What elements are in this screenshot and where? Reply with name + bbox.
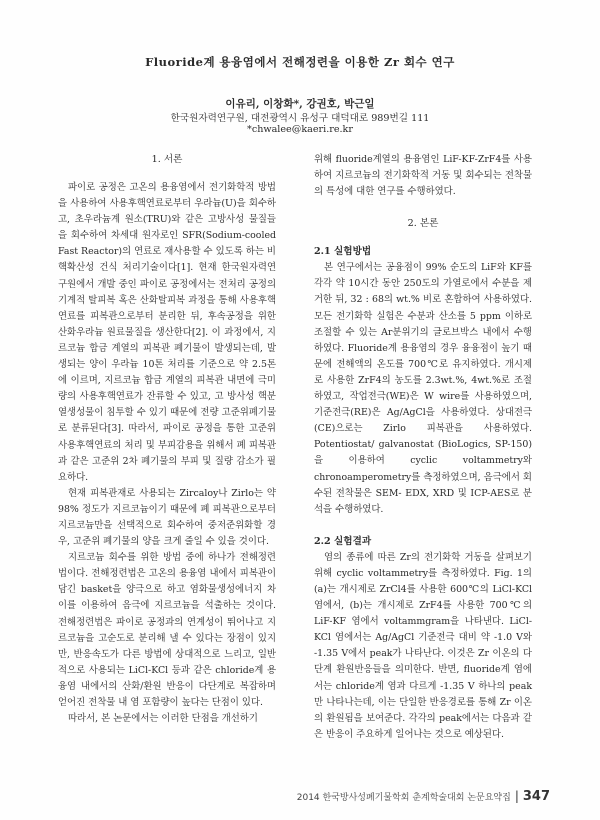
paragraph: 따라서, 본 논문에서는 이러한 단점을 개선하기 bbox=[68, 713, 258, 725]
journal-name: 2014 한국방사성폐기물학회 춘계학술대회 논문요약집 bbox=[296, 793, 511, 803]
paragraph: 본 연구에서는 공융점이 99% 순도의 LiF와 KF를 각각 약 10시간 동안 250도의 가열로에서 수분을 제거한 뒤, 32 : 68의 wt.% 비로 혼합하여 사용하였다. 모든 전기화학 실험은 수분과 산소를 5 ppm 이하로 조절할 수 있는 Ar분위기의 글로브박스 내에서 수행하였다. Fluoride계 용융염의 경우 융융점이 높기 때문에 전해액의 온도를 700℃로 유지하였다. 개시제로 사용한 ZrF4의 농도를 2.3wt.%, 4wt.%로 조절하였고, 작업전극(WE)은 W wire를 사용하였으며, 기준전극(RE)은 Ag/AgCl을 사용하였다. 상대전극(CE)으로는 Zirlo 피복관을 사용하였다. Potentiostat/ galvanostat (BioLogics, SP-150)을 이용하여 cyclic voltammetry와 chronoamperometry를 측정하였으며, 음극에서 회수된 전착물은 SEM- EDX, XRD 및 ICP-AES로 분석을 수행하였다. bbox=[314, 262, 532, 515]
section-heading-introduction: 1. 서론 bbox=[151, 154, 183, 165]
paragraph: 염의 종류에 따른 Zr의 전기화학 거동을 살펴보기 위해 cyclic voltammetry를 측정하였다. Fig. 1의 (a)는 개시제로 ZrCl4를 사용한 600℃의 LiCl-KCl 염에서, (b)는 개시제로 ZrF4를 사용한 700℃의 LiF-KF 염에서 voltammgram을 나타낸다. LiCl-KCl 염에서는 Ag/AgCl 기준전극 대비 약 -1.0 V와 -1.35 V에서 peak가 나타난다. 이것은 Zr 이온의 다단계 환원반응들을 의미한다. 반면, fluoride계 염에서는 chloride계 염과 다르게 -1.35 V 하나의 peak만 나타나는데, 이는 단일한 반응경로를 통해 Zr 이온의 환원됨을 보여준다. 각각의 peak에서는 다음과 같은 반응이 주요하게 일어나는 것으로 예상된다. bbox=[314, 551, 532, 740]
author-list: 이유리, 이창화*, 강권호, 박근일 bbox=[225, 98, 375, 110]
subsection-heading-methods: 2.1 실험방법 bbox=[314, 246, 372, 258]
paragraph: 지르코늄 회수를 위한 방법 중에 하나가 전해정련법이다. 전해정련법은 고온의 용융염 내에서 피복관이 담긴 basket을 양극으로 하고 염화물생성에너지 차이를 이용하여 음극에 지르코늄을 석출하는 것이다. 전해정련법은 파이로 공정과의 연계성이 뛰어나고 지르코늄을 고순도로 분리해 낼 수 있다는 장점이 있지만, 반응속도가 다른 방법에 상대적으로 느리고, 일반적으로 사용되는 LiCl-KCl 등과 같은 chloride계 용융염 내에서의 산화/환원 반응이 다단계로 복잡하며 얻어진 전착물 내 염 포함량이 높다는 단점이 있다. bbox=[58, 552, 276, 708]
left-column bbox=[58, 152, 276, 727]
paper-title: Fluoride계 용융염에서 전해정련을 이용한 Zr 회수 연구 bbox=[145, 55, 455, 69]
page-footer bbox=[297, 789, 550, 804]
section-heading-main: 2. 본론 bbox=[407, 218, 439, 230]
paragraph: 위해 fluoride계열의 용융염인 LiF-KF-ZrF4를 사용하여 지르코늄의 전기화학적 거동 및 회수되는 전착물의 특성에 대한 연구를 수행하였다. bbox=[314, 154, 532, 198]
subsection-heading-results: 2.2 실험결과 bbox=[314, 535, 372, 547]
footer-separator: | bbox=[514, 789, 519, 803]
paragraph: 파이로 공정은 고온의 용융염에서 전기화학적 방법을 사용하여 사용후핵연료로부터 우라늄(U)을 회수하고, 초우라늄계 원소(TRU)와 같은 고방사성 물질들을 회수하여 차세대 원자로인 SFR(Sodium-cooled Fast Reactor)의 연료로 재사용할 수 있도록 하는 비핵확산성 건식 처리기술이다[1]. 현재 한국원자력연구원에서 개발 중인 파이로 공정에서는 전처리 공정의 기계적 탈피복 혹은 산화탈피복 과정을 통해 사용후핵연료를 피복관으로부터 분리한 뒤, 후속공정을 위한 산화우라늄 원료물질을 생산한다[2]. 이 과정에서, 지르코늄 합금 계열의 피복관 폐기물이 발생되는데, 발생되는 양이 우라늄 10톤 처리를 기준으로 약 2.5톤에 이르며, 지르코늄 합금 계열의 피복관 내면에 극미량의 사용후핵연료가 잔류할 수 있고, 고 방사성 핵분열생성물이 침투할 수 있기 때문에 전량 고준위폐기물로 분류된다[3]. 따라서, 파이로 공정을 통한 고준위 사용후핵연료의 처리 및 부피감용을 위해서 폐 피복관과 같은 고준위 2차 폐기물의 부피 및 질량 감소가 필요하다. bbox=[58, 182, 276, 483]
affiliation: 한국원자력연구원, 대전광역시 유성구 대덕대로 989번길 111 bbox=[170, 113, 430, 124]
right-column bbox=[314, 152, 532, 743]
corresponding-email: *chwalee@kaeri.re.kr bbox=[247, 124, 353, 135]
page-number: 347 bbox=[522, 789, 550, 804]
paragraph: 현재 피복관재로 사용되는 Zircaloy나 Zirlo는 약 98% 정도가 지르코늄이기 때문에 폐 피복관으로부터 지르코늄만을 선택적으로 회수하여 중저준위화할 경우, 고준위 폐기물의 양을 크게 줄일 수 있을 것이다. bbox=[58, 487, 276, 548]
